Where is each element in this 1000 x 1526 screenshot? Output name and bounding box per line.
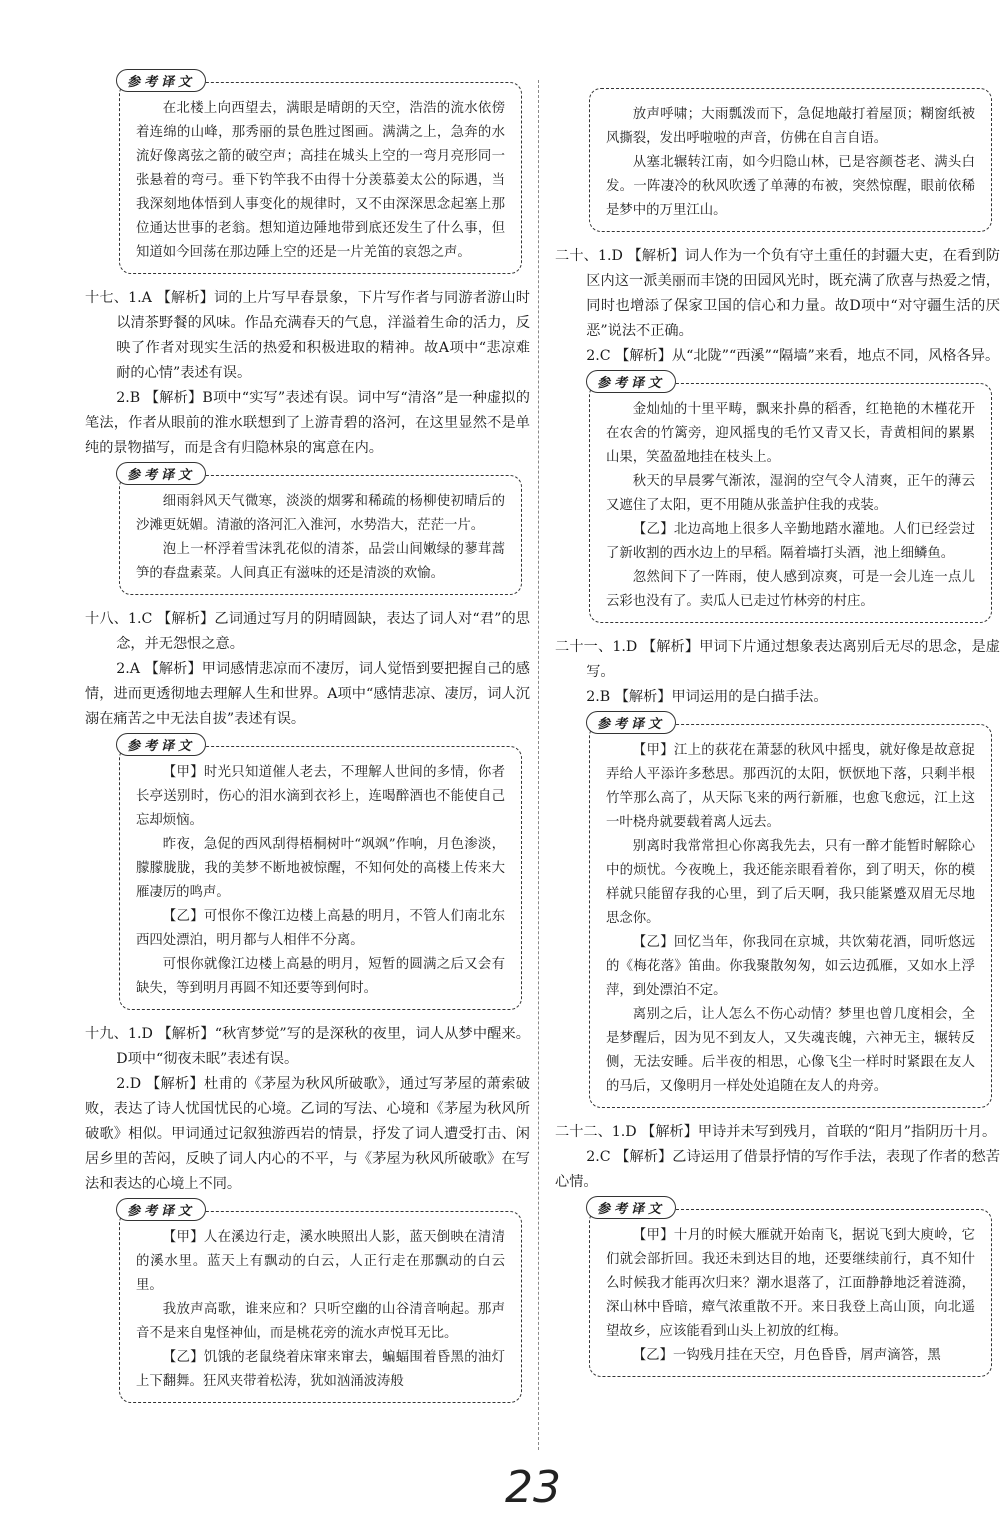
reference-badge: 参考译文 <box>586 711 676 734</box>
answer-line: 二十、1.D 【解析】词人作为一个负有守土重任的封疆大吏，在看到防区内这一派美丽而丰饶的田园风光时，既充满了欣喜与热爱之情，同时也增添了保家卫国的信心和力量。故D项中“对守疆生活的厌恶”说法不正确。 <box>555 248 1000 339</box>
reference-translation-box <box>119 739 522 1010</box>
reference-translation-box <box>589 717 992 1108</box>
translation-paragraph: 【甲】人在溪边行走，溪水映照出人影，蓝天倒映在清清的溪水里。蓝天上有飘动的白云，人正行走在那飘动的白云里。 <box>136 1230 505 1293</box>
answer-line: 十八、1.C 【解析】乙词通过写月的阴晴圆缺，表达了词人对“君”的思念，并无怨恨之意。 <box>85 611 530 652</box>
reference-translation-box <box>589 88 992 232</box>
left-column <box>85 75 530 1415</box>
answer-line: 2.B 【解析】甲词运用的是白描手法。 <box>586 689 828 705</box>
answer-line: 2.B 【解析】B项中“实写”表述有误。词中写“清洛”是一种虚拟的笔法，作者从眼前的淮水联想到了上游青碧的洛河，在这里显然不是单纯的景物描写，而是含有归隐林泉的寓意在内。 <box>85 390 530 456</box>
translation-paragraph: 金灿灿的十里平畴，飘来扑鼻的稻香，红艳艳的木槿花开在农舍的竹篱旁，迎风摇曳的毛竹又青又长，青黄相间的累累山果，笑盈盈地挂在枝头上。 <box>606 402 975 465</box>
question-22 <box>555 1120 1000 1377</box>
reference-translation-box <box>589 376 992 623</box>
translation-paragraph: 离别之后，让人怎么不伤心动情？梦里也曾几度相会，全是梦醒后，因为见不到友人，又失魂丧魄，六神无主，辗转反侧，无法安睡。后半夜的相思，心像飞尘一样时时紧跟在友人的马后，又像明月一样处处追随在友人的舟旁。 <box>606 1007 975 1094</box>
answer-line: 十七、1.A 【解析】词的上片写早春景象，下片写作者与同游者游山时以清茶野餐的风味。作品充满春天的气息，洋溢着生命的活力，反映了作者对现实生活的热爱和积极进取的精神。故A项中“悲凉难耐的心情”表述有误。 <box>85 290 530 381</box>
translation-paragraph: 【甲】十月的时候大雁就开始南飞，据说飞到大庾岭，它们就会部折回。我还未到达目的地，还要继续前行，真不知什么时候我才能再次归来？潮水退落了，江面静静地泛着涟漪，深山林中昏暗，瘴气浓重散不开。来日我登上高山顶，向北遥望故乡，应该能看到山头上初放的红梅。 <box>606 1228 975 1339</box>
reference-badge: 参考译文 <box>116 733 206 756</box>
translation-paragraph: 【乙】北边高地上很多人辛勤地踏水灌地。人们已经尝过了新收割的西水边上的早稻。隔着墙打头酒，池上细鳞鱼。 <box>606 522 975 561</box>
translation-paragraph: 【乙】可恨你不像江边楼上高悬的明月，不管人们南北东西四处漂泊，明月都与人相伴不分离。 <box>136 909 505 948</box>
answer-line: 二十一、1.D 【解析】甲词下片通过想象表达离别后无尽的思念，是虚写。 <box>555 639 1000 680</box>
reference-badge: 参考译文 <box>586 1196 676 1219</box>
question-17 <box>85 286 530 595</box>
question-18 <box>85 607 530 1010</box>
question-19 <box>85 1022 530 1403</box>
translation-paragraph: 可恨你就像江边楼上高悬的明月，短暂的圆满之后又会有缺失，等到明月再圆不知还要等到何时。 <box>136 957 505 996</box>
reference-translation-box <box>119 468 522 595</box>
translation-paragraph: 【甲】时光只知道催人老去，不理解人世间的多情，你者长亭送别时，伤心的泪水滴到衣衫上，连喝醉酒也不能使自己忘却烦恼。 <box>136 765 505 828</box>
translation-paragraph: 放声呼啸；大雨瓢泼而下，急促地敲打着屋顶；糊窗纸被风撕裂，发出呼啦啦的声音，仿佛在自言自语。 <box>606 107 975 146</box>
translation-paragraph: 秋天的早晨雾气渐浓，湿润的空气令人清爽，正午的薄云又遮住了太阳，更不用随从张盖护住我的戎装。 <box>606 474 975 513</box>
answer-line: 2.D 【解析】杜甫的《茅屋为秋风所破歌》，通过写茅屋的萧索破败，表达了诗人忧国忧民的心境。乙词的写法、心境和《茅屋为秋风所破歌》相似。甲词通过记叙独游西岩的情景，抒发了词人遭受打击、闲居乡里的苦闷，反映了词人内心的不平，与《茅屋为秋风所破歌》在写法和表达的心境上不同。 <box>85 1076 530 1192</box>
answer-line: 2.C 【解析】乙诗运用了借景抒情的写作手法，表现了作者的愁苦心情。 <box>555 1149 1000 1190</box>
right-column <box>555 78 1000 1389</box>
reference-badge: 参考译文 <box>116 462 206 485</box>
translation-paragraph: 【乙】饥饿的老鼠绕着床窜来窜去，蝙蝠围着昏黑的油灯上下翻舞。狂风夹带着松涛，犹如汹涌波涛般 <box>136 1350 505 1389</box>
translation-paragraph: 细雨斜风天气微寒，淡淡的烟雾和稀疏的杨柳使初晴后的沙滩更妩媚。清澈的洛河汇入淮河，水势浩大，茫茫一片。 <box>136 494 505 533</box>
translation-paragraph: 在北楼上向西望去，满眼是晴朗的天空，浩浩的流水依傍着连绵的山峰，那秀丽的景色胜过图画。满满之上，急奔的水流好像离弦之箭的破空声；高挂在城头上空的一弯月亮形同一张悬着的弯弓。垂下钓竿我不由得十分羡慕姜太公的际遇，当我深刻地体悟到人事变化的规律时，又不由深深思念起塞上那位通达世事的老翁。想知道边陲地带到底还发生了什么事，但知道如今回荡在那边陲上空的还是一片羌笛的哀怨之声。 <box>136 101 505 260</box>
translation-paragraph: 我放声高歌，谁来应和？只听空幽的山谷清音响起。那声音不是来自鬼怪神仙，而是桃花旁的流水声悦耳无比。 <box>136 1302 505 1341</box>
reference-badge: 参考译文 <box>116 1198 206 1221</box>
reference-translation-box <box>589 1202 992 1377</box>
translation-paragraph: 【乙】回忆当年，你我同在京城，共饮菊花酒，同听悠远的《梅花落》笛曲。你我聚散匆匆，如云边孤雁，又如水上浮萍，到处漂泊不定。 <box>606 935 975 998</box>
translation-paragraph: 泡上一杯浮着雪沫乳花似的清茶，品尝山间嫩绿的蓼茸蒿笋的春盘素菜。人间真正有滋味的还是清淡的欢愉。 <box>136 542 505 581</box>
question-21 <box>555 635 1000 1108</box>
translation-paragraph: 忽然间下了一阵雨，使人感到凉爽，可是一会儿连一点儿云彩也没有了。卖瓜人已走过竹林旁的村庄。 <box>606 570 975 609</box>
page-number: 23 <box>505 1462 561 1513</box>
answer-line: 2.A 【解析】甲词感情悲凉而不凄厉，词人觉悟到要把握自己的感情，进而更透彻地去理解人生和世界。A项中“感情悲凉、凄厉，词人沉溺在痛苦之中无法自拔”表述有误。 <box>85 661 530 727</box>
answer-line: 2.C 【解析】从“北陇”“西溪”“隔墙”来看，地点不同，风格各异。 <box>586 348 1000 364</box>
answer-line: 二十二、1.D 【解析】甲诗并未写到残月，首联的“阳月”指阴历十月。 <box>555 1124 997 1140</box>
reference-translation-box <box>119 1204 522 1403</box>
translation-paragraph: 昨夜，急促的西风刮得梧桐树叶“飒飒”作响，月色渗淡，朦朦胧胧，我的美梦不断地被惊醒，不知何处的高楼上传来大雁凄厉的鸣声。 <box>136 837 505 900</box>
question-20 <box>555 244 1000 623</box>
translation-paragraph: 【乙】一钩残月挂在天空，月色昏昏，屑声滴答，黑 <box>632 1348 941 1363</box>
translation-paragraph: 【甲】江上的荻花在萧瑟的秋风中摇曳，就好像是故意捉弄给人平添许多愁思。那西沉的太阳，恹恹地下落，只剩半根竹竿那么高了，从天际飞来的两行新雁，也愈飞愈远，江上这一叶桡舟就要载着离人远去。 <box>606 743 975 830</box>
reference-translation-box <box>119 75 522 274</box>
reference-badge: 参考译文 <box>116 69 206 92</box>
column-divider <box>538 80 539 1450</box>
answer-line: 十九、1.D 【解析】“秋宵梦觉”写的是深秋的夜里，词人从梦中醒来。D项中“彻夜未眠”表述有误。 <box>85 1026 530 1067</box>
reference-badge: 参考译文 <box>586 370 676 393</box>
translation-paragraph: 别离时我常常担心你离我先去，只有一醉才能暂时解除心中的烦忧。今夜晚上，我还能亲眼看着你，到了明天，你的模样就只能留存我的心里，到了后天啊，我只能紧蹙双眉无尽地思念你。 <box>606 839 975 926</box>
translation-paragraph: 从塞北辗转江南，如今归隐山林，已是容颜苍老、满头白发。一阵凄冷的秋风吹透了单薄的布被，突然惊醒，眼前依稀是梦中的万里江山。 <box>606 155 975 218</box>
